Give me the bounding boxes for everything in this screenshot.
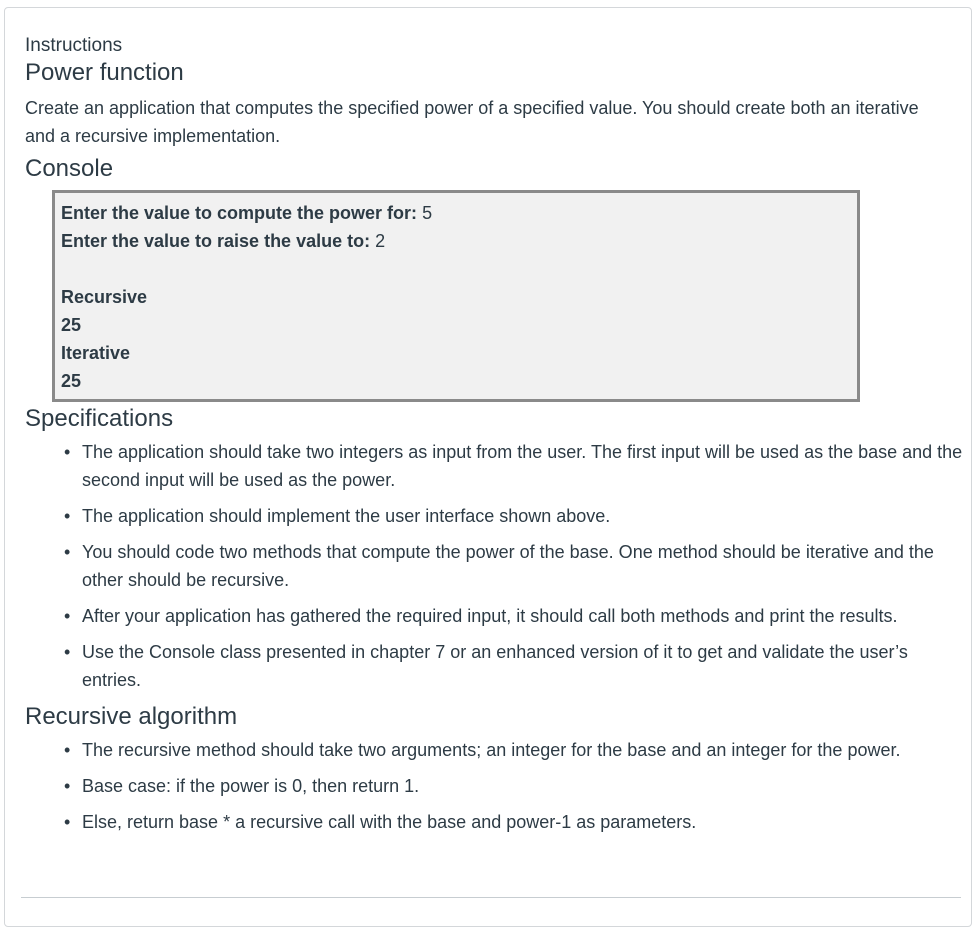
instructions-panel [4, 7, 972, 927]
console-recursive-value: 25 [61, 315, 82, 335]
console-line-recursive-value [61, 311, 857, 339]
specifications-list [25, 438, 965, 694]
recursive-algorithm-list [25, 736, 965, 836]
recursive-algorithm-heading: Recursive algorithm [25, 703, 238, 730]
description: Create an application that computes the specified power of a specified value. You should create both an iterative and a recursive implementation. [25, 98, 919, 146]
page-title: Power function [25, 59, 184, 86]
list-item: • The recursive method should take two arguments; an integer for the base and an integer for the power. [82, 736, 965, 764]
console-blank-line [61, 255, 857, 283]
console-prompt1-label: Enter the value to compute the power for: [61, 203, 418, 223]
instructions-label: Instructions [25, 35, 123, 56]
console-prompt2-label: Enter the value to raise the value to: [61, 231, 371, 251]
list-item: • The application should take two integers as input from the user. The first input will be used as the base and the second input will be used as the power. [82, 438, 965, 494]
console-line-prompt2 [61, 227, 857, 255]
console-line-iterative [61, 339, 857, 367]
console-recursive-label: Recursive [61, 287, 148, 307]
list-item: • Use the Console class presented in chapter 7 or an enhanced version of it to get and validate the user’s entries. [82, 638, 965, 694]
console-line-prompt1 [61, 199, 857, 227]
list-item: • After your application has gathered the required input, it should call both methods and print the results. [82, 602, 965, 630]
console-line-recursive [61, 283, 857, 311]
list-item: • Base case: if the power is 0, then return 1. [82, 772, 965, 800]
console-iterative-value: 25 [61, 371, 82, 391]
specifications-heading: Specifications [25, 405, 174, 432]
console-prompt2-value: 2 [375, 231, 386, 251]
console-prompt1-value: 5 [422, 203, 433, 223]
console-line-iterative-value [61, 367, 857, 395]
instructions-content [25, 34, 965, 844]
console-iterative-label: Iterative [61, 343, 131, 363]
divider [21, 897, 961, 898]
console-example [52, 190, 860, 402]
list-item: • Else, return base * a recursive call with the base and power-1 as parameters. [82, 808, 965, 836]
list-item: • You should code two methods that compute the power of the base. One method should be iterative and the other should be recursive. [82, 538, 965, 594]
console-heading: Console [25, 155, 114, 182]
list-item: • The application should implement the user interface shown above. [82, 502, 965, 530]
